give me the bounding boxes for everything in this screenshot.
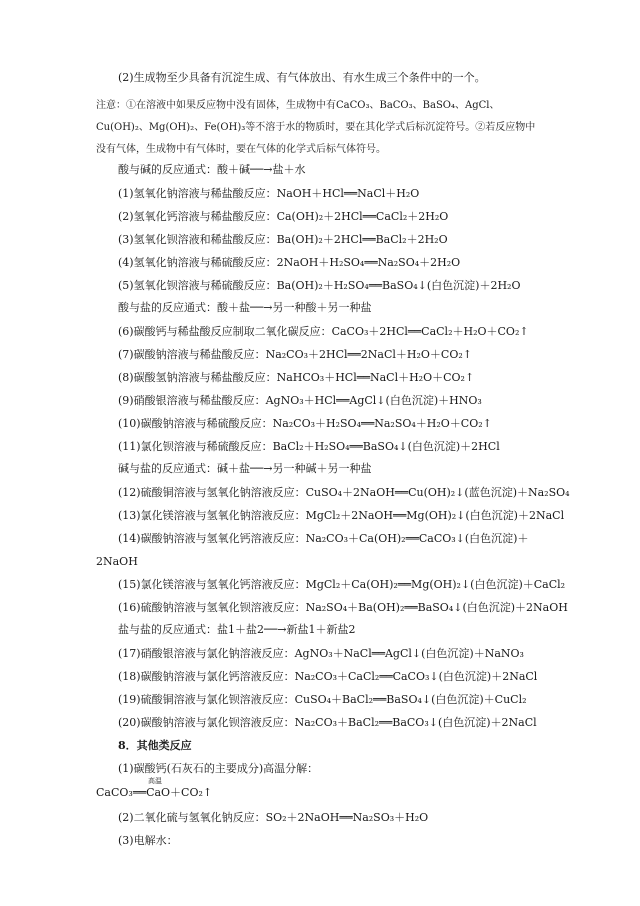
text-line-l1: (2)生成物至少具备有沉淀生成、有气体放出、有水生成三个条件中的一个。 <box>118 71 486 84</box>
text-line-l32: (2)二氧化硫与氢氧化钠反应：SO₂＋2NaOH══Na₂SO₃＋H₂O <box>118 811 429 824</box>
text-line-l14: (9)硝酸银溶液与稀盐酸反应：AgNO₃＋HCl══AgCl↓(白色沉淀)＋HNO₃ <box>118 394 482 407</box>
heat-condition-label: 高温 <box>148 777 162 785</box>
text-line-l6: (2)氢氧化钙溶液与稀盐酸反应：Ca(OH)₂＋2HCl══CaCl₂＋2H₂O <box>118 210 449 223</box>
text-line-l9: (5)氢氧化钡溶液与稀硫酸反应：Ba(OH)₂＋H₂SO₄══BaSO₄↓(白色沉淀)＋2H₂O <box>118 279 521 292</box>
text-line-l31: CaCO₃══CaO＋CO₂↑ <box>96 786 213 799</box>
text-line-l4: 酸与碱的反应通式：酸＋碱──→盐＋水 <box>118 163 306 176</box>
text-line-l28: (20)碳酸钠溶液与氯化钡溶液反应：Na₂CO₃＋BaCl₂══BaCO₃↓(白色沉淀)＋2NaCl <box>118 716 537 729</box>
text-line-l19: (13)氯化镁溶液与氢氧化钠溶液反应：MgCl₂＋2NaOH══Mg(OH)₂↓(白色沉淀)＋2NaCl <box>118 509 565 522</box>
text-line-l25: (17)硝酸银溶液与氯化钠溶液反应：AgNO₃＋NaCl══AgCl↓(白色沉淀)＋NaNO₃ <box>118 647 524 660</box>
text-line-l18: (12)硫酸铜溶液与氢氧化钠溶液反应：CuSO₄＋2NaOH══Cu(OH)₂↓(蓝色沉淀)＋Na₂SO₄ <box>118 486 570 499</box>
text-line-l13: (8)碳酸氢钠溶液与稀盐酸反应：NaHCO₃＋HCl══NaCl＋H₂O＋CO₂↑ <box>118 371 475 384</box>
text-line-l12: (7)碳酸钠溶液与稀盐酸反应：Na₂CO₃＋2HCl══2NaCl＋H₂O＋CO₂↑ <box>118 348 472 361</box>
text-line-l30: (1)碳酸钙(石灰石的主要成分)高温分解： <box>118 762 319 775</box>
text-line-l23: (16)硫酸钠溶液与氢氧化钡溶液反应：Na₂SO₄＋Ba(OH)₂══BaSO₄↓(白色沉淀)＋2NaOH <box>118 601 568 614</box>
text-line-l15: (10)碳酸钠溶液与稀硫酸反应：Na₂CO₃＋H₂SO₄══Na₂SO₄＋H₂O＋CO₂↑ <box>118 417 492 430</box>
text-line-l27: (19)硫酸铜溶液与氯化钡溶液反应：CuSO₄＋BaCl₂══BaSO₄↓(白色沉淀)＋CuCl₂ <box>118 693 527 706</box>
text-line-l24: 盐与盐的反应通式：盐1＋盐2──→新盐1＋新盐2 <box>118 623 356 636</box>
note-paragraph: 注意：①在溶液中如果反应物中没有固体，生成物中有CaCO₃、BaCO₃、BaSO₄、AgCl、Cu(OH)₂、Mg(OH)₂、Fe(OH)₃等不溶于水的物质时，要在其化学式后标沉淀符号。②若反应物中没有气体，生成物中有气体时，要在气体的化学式后标气体符号。 <box>96 100 536 155</box>
text-line-l7: (3)氢氧化钡溶液和稀盐酸反应：Ba(OH)₂＋2HCl══BaCl₂＋2H₂O <box>118 233 448 246</box>
text-line-l26: (18)碳酸钠溶液与氯化钙溶液反应：Na₂CO₃＋CaCl₂══CaCO₃↓(白色沉淀)＋2NaCl <box>118 670 538 683</box>
text-line-l8: (4)氢氧化钠溶液与稀硫酸反应：2NaOH＋H₂SO₄══Na₂SO₄＋2H₂O <box>118 256 461 269</box>
text-line-l21: 2NaOH <box>96 555 138 568</box>
text-line-l11: (6)碳酸钙与稀盐酸反应制取二氧化碳反应：CaCO₃＋2HCl══CaCl₂＋H₂O＋CO₂↑ <box>118 325 529 338</box>
text-line-l33: (3)电解水： <box>118 834 178 847</box>
text-line-l10: 酸与盐的反应通式：酸＋盐──→另一种酸＋另一种盐 <box>118 301 372 314</box>
text-line-l16: (11)氯化钡溶液与稀硫酸反应：BaCl₂＋H₂SO₄══BaSO₄↓(白色沉淀)＋2HCl <box>118 440 500 453</box>
text-line-l5: (1)氢氧化钠溶液与稀盐酸反应：NaOH＋HCl══NaCl＋H₂O <box>118 187 420 200</box>
text-line-l29: 8．其他类反应 <box>118 739 192 752</box>
text-line-l22: (15)氯化镁溶液与氢氧化钙溶液反应：MgCl₂＋Ca(OH)₂══Mg(OH)₂↓(白色沉淀)＋CaCl₂ <box>118 578 566 591</box>
text-line-l20: (14)碳酸钠溶液与氢氧化钙溶液反应：Na₂CO₃＋Ca(OH)₂══CaCO₃↓(白色沉淀)＋ <box>118 532 529 545</box>
text-line-l17: 碱与盐的反应通式：碱＋盐──→另一种碱＋另一种盐 <box>118 462 372 475</box>
